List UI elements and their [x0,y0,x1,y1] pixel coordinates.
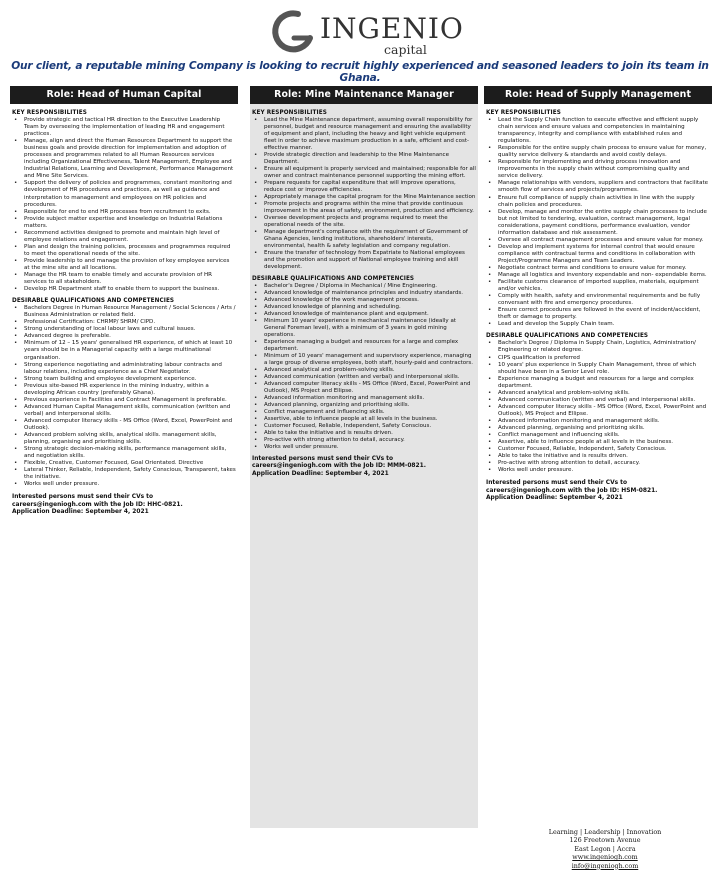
qualification-item: • Advanced information monitoring and management skills. [484,418,712,425]
qualification-item: • Strong team building and employee development experience. [10,376,238,383]
responsibility-item: • Support the delivery of policies and programmes, constant monitoring and development of HR procedures and practices, as well as guidance and interpretation to management and employees on HR policies and procedures. [10,180,238,208]
responsibility-item: • Provide subject matter expertise and knowledge on Industrial Relations matters. [10,216,238,230]
apply-line: Interested persons must send their CVs to [252,456,394,462]
apply-line: Interested persons must send their CVs to [12,494,154,501]
responsibility-item: • Lead the Supply Chain function to execute effective and efficient supply chain services and ensure values and competencies in maintaining transparency, integrity and compliance with established rules and regulations. [484,117,712,145]
tagline: Our client, a reputable mining Company is looking to recruit highly experienced and seasoned leaders to join its team in Ghana. [11,60,709,84]
qualification-item: • Able to take the initiative and is results driven. [484,453,712,460]
qualification-item: • Advanced knowledge of maintenance plant and equipment. [250,311,478,318]
responsibility-item: • Manage the HR team to enable timely and accurate provision of HR services to all stakeholders. [10,272,238,286]
qualification-item: • Bachelor's Degree / Diploma in Supply Chain, Logistics, Administration/ Engineering or related degree. [484,340,712,354]
footer-motto: Learning | Leadership | Innovation [548,828,662,836]
key-responsibilities-heading: KEY RESPONSIBILITIES [12,110,87,116]
qualification-item: • Bachelor's Degree / Diploma in Mechanical / Mine Engineering. [250,283,478,290]
responsibility-item: • Provide leadership to and manage the provision of key employee services at the mine site and all locations. [10,258,238,272]
qualification-item: • Flexible, Creative, Customer Focused, Goal Orientated. Directive [10,460,238,467]
qualification-item: • Assertive, able to influence people at all levels in the business. [484,439,712,446]
responsibilities-list [10,117,238,293]
responsibility-item: • Promote projects and programs within the mine that provide continuous improvement in the areas of safety, environment, production and efficiency. [250,201,478,215]
responsibility-item: • Appropriately manage the capital program for the Mine Maintenance section [250,194,478,201]
qualifications-list [250,283,478,451]
qualification-item: • Minimum of 10 years' management and supervisory experience, managing a large group of diverse employees, both staff, hourly-paid and contractors. [250,353,478,367]
responsibility-item: • Manage all logistics and inventory expendable and non- expendable items. [484,272,712,279]
apply-deadline: Application Deadline: September 4, 2021 [12,508,149,515]
responsibility-item: • Oversee development projects and programs required to meet the operational needs of the site. [250,215,478,229]
qualifications-list [484,340,712,474]
qualification-item: • Customer Focused, Reliable, Independent, Safety Conscious. [250,423,478,430]
responsibility-item: • Develop HR Department staff to enable them to support the business. [10,286,238,293]
qualification-item: • Strong understanding of local labour laws and cultural issues. [10,326,238,333]
responsibilities-list [250,117,478,271]
responsibility-item: • Prepare requests for capital expenditure that will improve operations, reduce cost or improve efficiencies. [250,180,478,194]
key-responsibilities-heading: KEY RESPONSIBILITIES [252,110,327,116]
apply-email-jobid[interactable]: careers@ingeniogh.com with the Job ID: HSM-0821. [486,487,658,494]
qualification-item: • Advanced information monitoring and management skills. [250,395,478,402]
responsibility-item: • Oversee all contract management processes and ensure value for money. [484,237,712,244]
responsibility-item: • Manage department's compliance with the requirement of Government of Ghana Agencies, lending institutions, shareholders' interests, environmental, health & safety legislation and company regulation. [250,229,478,250]
responsibility-item: • Responsible for implementing and driving process innovation and improvements in the supply chain without compromising quality and service delivery. [484,159,712,180]
company-footer [500,828,710,870]
qualification-item: • Conflict management and influencing skills. [250,409,478,416]
qualification-item: • Minimum 10 years' experience in mechanical maintenance (ideally at General Foreman level), with a minimum of 3 years in gold mining operations. [250,318,478,339]
role-header: Role: Mine Maintenance Manager [250,86,478,104]
responsibility-item: • Develop and implement systems for internal control that would ensure compliance with contractual terms and conditions in collaboration with Project/Programme Managers and Team Leaders. [484,244,712,265]
qualification-item: • Advanced computer literacy skills - MS Office (Word, Excel, PowerPoint and Outlook), MS Project and Ellipse. [250,381,478,395]
qualification-item: • Advanced knowledge of the work management process. [250,297,478,304]
qualification-item: • Advanced communication (written and verbal) and interpersonal skills. [250,374,478,381]
role-header: Role: Head of Human Capital [10,86,238,104]
key-responsibilities-heading: KEY RESPONSIBILITIES [486,110,561,116]
qualification-item: • Advanced analytical and problem-solving skills. [484,390,712,397]
qualification-item: • 10 years' plus experience in Supply Chain Management, three of which should have been in a Senior Level role. [484,362,712,376]
qualification-item: • Advanced problem solving skills, analytical skills. management skills, planning, organising and prioritising skills. [10,432,238,446]
brand-sub: capital [384,42,427,57]
qualification-item: • Lateral Thinker, Reliable, Independent, Safety Conscious, Transparent, takes the initiative. [10,467,238,481]
responsibility-item: • Facilitate customs clearance of imported supplies, materials, equipment and/or vehicles. [484,279,712,293]
qualification-item: • Advanced knowledge of maintenance principles and industry standards. [250,290,478,297]
application-instructions [486,480,712,502]
responsibility-item: • Ensure correct procedures are followed in the event of incident/accident, theft or damage to property. [484,307,712,321]
responsibility-item: • Responsible for the entire supply chain process to ensure value for money, quality service delivery & standards and avoid costly delays. [484,145,712,159]
responsibility-item: • Ensure the transfer of technology from Expatriate to National employees and the promotion and support of National employee training and skill development. [250,250,478,271]
apply-email-jobid[interactable]: careers@ingeniogh.com with the Job ID: MMM-0821. [252,463,426,470]
qualification-item: • Works well under pressure. [484,467,712,474]
responsibilities-list [484,117,712,328]
column-mine-maintenance-manager [250,86,478,828]
qualification-item: • CIPS qualification is preferred [484,355,712,362]
responsibility-item: • Lead and develop the Supply Chain team. [484,321,712,328]
qualification-item: • Experience managing a budget and resources for a large and complex department. [250,339,478,353]
qualification-item: • Works well under pressure. [250,444,478,451]
apply-email-jobid[interactable]: careers@ingeniogh.com with the Job ID: HHC-0821. [12,501,183,508]
qualification-item: • Strong experience negotiating and administrating labour contracts and labour relations, including experience as a Chief Negotiator. [10,362,238,376]
responsibility-item: • Negotiate contract terms and conditions to ensure value for money. [484,265,712,272]
qualification-item: • Bachelors Degree in Human Resource Management / Social Sciences / Arts / Business Administration or related field. [10,305,238,319]
responsibility-item: • Comply with health, safety and environmental requirements and be fully conversant with fire and emergency procedures. [484,293,712,307]
qualification-item: • Conflict management and influencing skills. [484,432,712,439]
responsibility-item: • Ensure full compliance of supply chain activities in line with the supply chain policies and procedures. [484,195,712,209]
application-instructions [12,494,238,516]
qualification-item: • Minimum of 12 – 15 years' generalised HR experience, of which at least 10 years should be in a Managerial capacity with a large multinational organisation. [10,340,238,361]
qualification-item: • Advanced planning, organising and prioritizing skills. [484,425,712,432]
qualification-item: • Advanced planning, organizing and prioritising skills. [250,402,478,409]
qualification-item: • Pro-active with strong attention to detail, accuracy. [484,460,712,467]
logo-mark-icon [268,8,318,54]
responsibility-item: • Lead the Mine Maintenance department, assuming overall responsibility for personnel, budget and resource management and ensuring the availability of equipment and plant, including the heavy and light vehicle equipment fleet in order to achieve maximum production in a safe, efficient and cost-effective manner. [250,117,478,152]
qualifications-heading: DESIRABLE QUALIFICATIONS AND COMPETENCIES [486,333,649,340]
responsibility-item: • Manage relationships with vendors, suppliers and contractors that facilitate smooth flow of services and projects/programmes. [484,180,712,194]
footer-address-line-1: 126 Freetown Avenue [569,836,641,845]
column-head-human-capital [10,86,238,822]
qualification-item: • Advanced communication (written and verbal) and interpersonal skills. [484,397,712,404]
responsibility-item: • Provide strategic direction and leadership to the Mine Maintenance Department. [250,152,478,166]
qualification-item: • Professional Certification: CHRMP/ SHRM/ CIPD. [10,319,238,326]
responsibility-item: • Recommend activities designed to promote and maintain high level of employee relations and engagement. [10,230,238,244]
qualification-item: • Customer Focused, Reliable, Independent, Safety Conscious. [484,446,712,453]
qualification-item: • Advanced analytical and problem-solving skills. [250,367,478,374]
role-header: Role: Head of Supply Management [484,86,712,104]
responsibility-item: • Manage, align and direct the Human Resources Department to support the business goals and provide direction for implementation and adoption of processes and programmes related to all Human Resources services including Organizational Effectiveness, Talent Management, Employee and Industrial Relations, Learning and Development, Performance Management and Mine Site Services. [10,138,238,180]
apply-deadline: Application Deadline: September 4, 2021 [252,470,389,477]
qualification-item: • Advanced knowledge of planning and scheduling. [250,304,478,311]
qualification-item: • Previous site-based HR experience in the mining industry, within a developing African country (preferably Ghana). [10,383,238,397]
responsibility-item: • Plan and design the training policies, processes and programmes required to meet the operational needs of the site. [10,244,238,258]
responsibility-item: • Develop, manage and monitor the entire supply chain processes to include but not limited to tendering, evaluation, contract management, legal considerations, payment conditions, performance evaluation, vendor information database and risk assessment. [484,209,712,237]
qualification-item: • Previous experience in Facilities and Contract Management is preferable. [10,397,238,404]
qualification-item: • Pro-active with strong attention to detail, accuracy. [250,437,478,444]
qualification-item: • Able to take the initiative and is results driven. [250,430,478,437]
qualification-item: • Advanced computer literacy skills - MS Office (Word, Excel, PowerPoint and Outlook), MS Project and Ellipse. [484,404,712,418]
responsibility-item: • Provide strategic and tactical HR direction to the Executive Leadership Team by overseeing the implementation of leading HR and engagement practices. [10,117,238,138]
qualification-item: • Advanced degree is preferable. [10,333,238,340]
qualifications-heading: DESIRABLE QUALIFICATIONS AND COMPETENCIES [12,298,175,305]
responsibility-item: • Responsible for end to end HR processes from recruitment to exits. [10,209,238,216]
qualification-item: • Works well under pressure. [10,481,238,488]
application-instructions [252,456,478,478]
qualifications-list [10,305,238,488]
footer-address-line-2: East Legon | Accra [574,844,636,853]
footer-website-link[interactable]: www.ingeniogh.com [572,853,638,862]
company-logo [268,8,464,60]
column-head-supply-management [484,86,712,822]
responsibility-item: • Ensure all equipment is properly serviced and maintained; responsible for all owner and contract maintenance personnel supporting the mining effort. [250,166,478,180]
apply-line: Interested persons must send their CVs to [486,480,628,487]
qualification-item: • Assertive, able to influence people at all levels in the business. [250,416,478,423]
qualification-item: • Strong strategic decision-making skills, performance management skills, and negotiation skills. [10,446,238,460]
qualification-item: • Advanced computer literacy skills - MS Office (Word, Excel, PowerPoint and Outlook). [10,418,238,432]
apply-deadline: Application Deadline: September 4, 2021 [486,494,623,501]
footer-email-link[interactable]: info@ingeniogh.com [571,861,639,870]
qualification-item: • Experience managing a budget and resources for a large and complex department. [484,376,712,390]
brand-name: INGENIO [320,12,464,45]
qualifications-heading: DESIRABLE QUALIFICATIONS AND COMPETENCIES [252,276,415,282]
qualification-item: • Advanced Human Capital Management skills, communication (written and verbal) and interpersonal skills. [10,404,238,418]
